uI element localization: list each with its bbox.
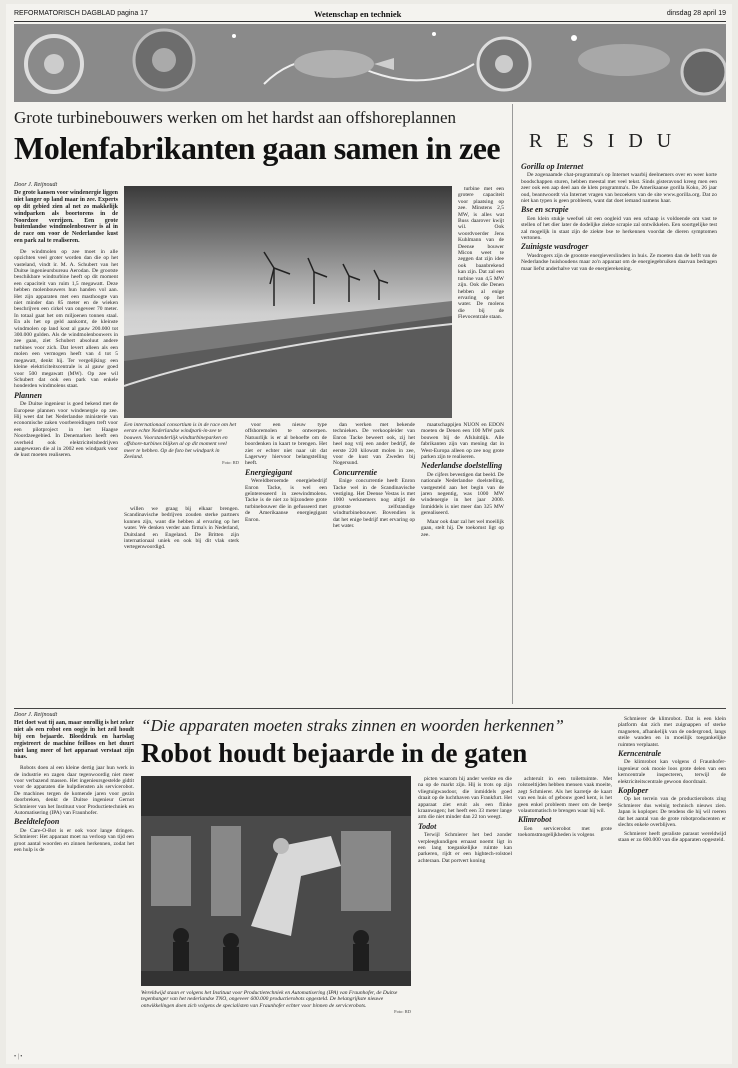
article-windmills: [14, 104, 504, 704]
body-text: Enige concurrentie heeft Enron Tacke wel in de Scandinavische vestiging. Het Deense Vestas is met 1000 werknemers nog altijd de grootste zelfstandige windturbinebouwer. Bovendien is dat het enige bedrijf met ervaring op het water.: [333, 478, 415, 530]
subheading: Concurrentie: [333, 467, 378, 477]
body-text: Een servicerobot met grote toekomstmogelijkheden is volgens: [518, 825, 612, 839]
subheading: Zuinigste wasdroger: [521, 242, 589, 252]
gear-icon: [682, 50, 726, 94]
photo-credit: Foto: RD: [394, 1009, 411, 1015]
body-text: De Duitse ingenieur is goed bekend met de Europese plannen voor windenergie op zee. Hij weet dat het Nederlandse ministerie van economische zaken voorbereidingen treft voor een pilotproject in het Haagse Noordzeegebied. In Denemarken heeft een overheid ook elektriciteitsbedrijven aangewezen die al in 2002 een windpark voor de kust moeten realiseren.: [14, 401, 118, 459]
rocket-icon: [294, 50, 374, 78]
residu-text: [521, 161, 717, 691]
subheading: Koploper: [618, 786, 649, 796]
subheading: Plannen: [14, 390, 43, 400]
article-headline: Molenfabrikanten gaan samen in zee: [14, 130, 501, 166]
header-date: dinsdag 28 april 19: [666, 10, 726, 17]
body-text: willen we graag bij elkaar brengen. Scandinavische bedrijven zouden sterke partners kunnen zijn, want die hebben al ervaring op het water. We denken verder aan firma's in Nederland, Duitsland en Engeland. De Britten zijn internationaal uniek en ook bij dit vlak sterk vertegenwoordigd.: [124, 506, 239, 551]
body-text: De cijfers bevestigen dat beeld. De nationale Nederlandse doelstelling, vastgesteld aan het begin van de jaren negentig, was 1000 MW windenergie in het jaar 2000. Inmiddels is niet meer dan 325 MW gerealiseerd.: [421, 471, 504, 517]
article-column-4: [245, 422, 327, 702]
article-lead: Het doet wat tij aan, maar onrollig is het zeker niet als een robot een oogje in het zeil houdt bij een bejaarde. Bloeddruk en hartslag registreert de machine feilloos en het duurt niet lang meer of het apparaat verstaat zijn baas.: [14, 720, 134, 761]
body-text: De klimrobot kan volgens d Fraunhofer-ingenieur ook mooie loos grote delen van een kerncentrale inspecteren, terwijl de elektriciteitscentrale gewoon doordraait.: [618, 759, 726, 785]
residu-column: [512, 104, 726, 704]
article-column-5: [333, 422, 415, 702]
section-title: Wetenschap en techniek: [314, 9, 402, 19]
body-text: Wasdrogers zijn de grootste energieverslinders in huis. Ze moeten dan de helft van de Nederlandse huishoudens maar zo'n apparaat om de energiegebruiken daarvan bedragen maar liefst anderhalve vat van de energierekening.: [521, 252, 717, 272]
body-text: dan werken met bekende technieken. De verkoopleider van Enron Tacke beweert ook, zij het heel nog vrij een ander bedrijf, de eerste 220 kilowatt molen in zee, voor de kust van Zweden bij Nogersund.: [333, 422, 415, 467]
body-text: Terwijl Schmierer het bed zonder verpleegkundigen ernaast noemt ligt in een lang toegankelijke ruimte kan parkeren, rijdt er een hightech-rolstoel achteraan. Dat portvert koning: [418, 832, 512, 864]
body-text: De zogenaamde chat-programma's op Internet waarbij deelnemers over en weer korte boodschappen sturen, hebben meestal met veel tekst. Sinds gisteravond kreeg men een zeer ook een aap deel aan de klets programma's. De Amerikaanse gorilla Koko, 26 jaar oud, beantwoordt via Internet vragen van bezoekers van de site www.gorilla.org. Dat zo niet kan typen is geen probleem, want dat doet iemand namens haar.: [521, 172, 717, 205]
subheading: Klimrobot: [518, 815, 552, 825]
article2-headline: Robot houdt bejaarde in de gaten: [141, 738, 528, 768]
article-kicker: Grote turbinebouwers werken om het hardst aan offshoreplannen: [14, 108, 457, 127]
photo-caption: [124, 422, 239, 502]
body-text: De Care-O-Bot is er ook voor lange dringen. Schmierer: Het apparaat moet na verloop van tijd een groot aantal woorden en zinnen herkennen, zodat het een hulp is de: [14, 827, 134, 854]
robot-exhibition-photo: [141, 776, 411, 986]
body-text: Robots doen al een kleine dertig jaar hun werk in de industrie en zagen daar tegenwoordig niet meer voor verbazend massen. Het ingenieursgestelde gidtit voor de apparaten die hulpdiensten als servicerobot. De machines tergen de komende jaren voor gezin doorbreken, denkt de Duitse ingenieur Gernot Schmierer van het Instituut voor Productietechniek en Automatisering (IPA) van Fraunhofer.: [14, 765, 134, 817]
subheading: Nederlandse doelstelling: [421, 461, 503, 471]
subheading: Gorilla op Internet: [521, 162, 584, 171]
article-column-1: [14, 182, 118, 702]
article2-column-6: [518, 776, 612, 1052]
banner-illustration: [14, 24, 726, 102]
byline: Door J. Reijnoudt: [14, 712, 58, 718]
wind-turbine-photo: [124, 186, 452, 418]
article2-column-7: [618, 716, 726, 1052]
subheading: Kerncentrale: [618, 749, 662, 759]
article2-column-5: [418, 776, 512, 1052]
page-footer: • | •: [14, 1054, 23, 1060]
subheading: Beeldtelefoon: [14, 817, 60, 827]
article-column-6: [421, 422, 504, 702]
spaceship-icon: [578, 44, 670, 76]
byline: Door J. Reijnoudt: [14, 182, 58, 188]
body-text: De windmolen op zee moet in alle opzichten veel groter worden dan die op het vasteland, vindt ir. M. A. Schubert van het Duitse ingenieursbureau Aerodan. De grootste beschikbare windturbine heeft op dit moment een capaciteit van ruim 1,5 megawatt. Deze hebben molenbouwers hun handen vol aan. Het zijn apparaten met een masthoogte van niet minder dan 85 meter en de wieken beschrijven een cirkel van ongeveer 70 meter. In totaal gaat het om miljoenen tonnen staal. En als het op geld aankomt, de kleinste windmolen op land kost al gauw 200.000 tot 300.000 gulden. Als de windmolenbouwers in zee gaan, ziet Schubert absoluut andere turbines voor zich. Dat levert alleen als een molen een vermogen heeft van 4 tot 5 megawatt, denkt hij. Ter vergelijking: een kleine elektriciteitscentrale is al gauw goed voor 500 megawatt (MW). Op zee wil Schubert dat ook een park van enkele honderden windmolens staat.: [14, 248, 118, 390]
residu-title: RESIDU: [529, 130, 686, 152]
article2-column-1: [14, 712, 134, 1052]
body-text: Wereldberoemde energiebedrijf Enron Tacke, is wel een geïnteresseerd in zeewindmolens. Tacke is de niet zo bijzondere grote turbinebouwer die in gefusseerd met de Amerikaanse energiegigant Enron.: [245, 478, 327, 523]
body-text: Schmierer de klimrobot. Dat is een klein platform dat zich met zuignappen of sterke magneten, afhankelijk van de ondergrond, langs steile wanden en in moeilijk toegankelijke ruimten verplaatst.: [618, 716, 726, 748]
decorative-banner: [14, 24, 726, 102]
header-left: REFORMATORISCH DAGBLAD pagina 17: [14, 10, 148, 17]
body-text: picten waarom hij ander werkte en die na op de markt zijn. Hij is trots op zijn vliegtuigwasdoor, die inmiddels goed draait op de luchthaven van Frankfurt. Het apparaat ziet eruit als een flinke kraanwagen; het heeft een 33 meter lange arm die niet minder dan 22 ton weegt.: [418, 776, 512, 821]
article2-kicker: “Die apparaten moeten straks zinnen en woorden herkennen”: [141, 716, 564, 735]
article-column-2: [458, 186, 504, 420]
newspaper-page: [6, 4, 732, 1064]
body-text: Op het terrein van de productierobots zing Schmierer dus weinig technisch nieuws zien. Japan is koploper. De tendens die hij wil roeren dat het aantal van de grote robotproducenten er slechts enkele overblijven.: [618, 796, 726, 829]
photo-credit: Foto: RD: [222, 460, 239, 466]
body-text: achteruit in een toilettuimte. Met rolstoeltijden hebben mensen vaak moeite, zegt Schmierer. Als het karretje de kaart van een huis of gebouw goed kent, is het geen enkel probleem meer om de beetje volautomatisch te brengen waar hij wil.: [518, 776, 612, 815]
body-text: Maar ook daar zal het wel moeilijk gaan, stelt hij. De toekomst ligt op zee.: [421, 518, 504, 538]
caption-text: Wereldwijd staan er volgens het Instituut voor Productietechniek en Automatisering (IPA) van Fraunhofer, de Duitse tegenhanger van het nederlandse TNO, ongeveer 600.000 productierobots opgesteld. De belangrijkste nieuwe ontwikkelingen doen zich volgens de specialisten van Fraunhofer echter voor binnen de servicerobots.: [141, 990, 398, 1009]
photo-caption: [141, 990, 411, 1020]
body-text: Schmierer heeft geraliste parasut wereldwijd staan er zo 600.000 van die apparaten opgesteld.: [618, 830, 726, 843]
subheading: Energiegigant: [245, 467, 293, 477]
page-header: [14, 8, 726, 22]
body-text: turbine met een grotere capaciteit voor plaatsing op zee. Minstens 2,5 MW, is alles wat Buss daarover kwijt wil. Ook woordvoerder Jens Kuhlmann van de Deense bouwer Micon weet te zeggen dat zijn idee ook baanbrekend kan zijn. Dat zal een turbine van 4,5 MW zijn. Ook die Denen hebben al enige ervaring op het water. De molens die bij de Flevocentrale staan.: [458, 186, 504, 321]
subheading: Bse en scrapie: [521, 205, 569, 215]
body-text: maatschappijen NUON en EDON moeten de Denen een 100 MW park bouwen bij de Afsluitdijk. Alle fabrikanten zijn van mening dat in West-Europa alleen op zee nog grote parken zijn te realiseren.: [421, 422, 504, 461]
article-column-3: [124, 506, 239, 702]
body-text: voor een nieuw type offshoremolen te ontwerpen. Natuurlijk is er al behoefte om de boordenken in kaart te brengen. Het ziet er echter niet naar uit dat Lagerwey hiervoor belangstelling heeft.: [245, 422, 327, 467]
article-lead: De grote kansen voor windenergie liggen niet langer op land maar in zee. Experts op dit gebied zien al net zo makkelijk windparken als boortorens in de Noordzee verrijzen. Een grote buitenlandse windmolenbouwer is al in de race om voor de Nederlandse kust een park zal te realiseren.: [14, 190, 118, 244]
body-text: Een klein stukje weefsel uit een oogleid van een schaap is voldoende om vast te stellen of het dier later de dodelijke ziekte scrapie zal ontwikkelen. Een soortgelijke test zal mogelijk in staat zijn de ziekte bse te herkennen voordat de dieren symptomen vertonen.: [521, 215, 717, 242]
section-divider: [14, 708, 726, 709]
caption-text: Een internationaal consortium is in de race om het eerste echte Nederlandse windpark-in-zee te bouwen. Voorstanderlijk windturbineparken en offshore-turbines blijken al op dit moment veel meer te hebben. Op de foto het windpark in Zeeland.: [124, 422, 237, 461]
subheading: Todot: [418, 821, 437, 831]
